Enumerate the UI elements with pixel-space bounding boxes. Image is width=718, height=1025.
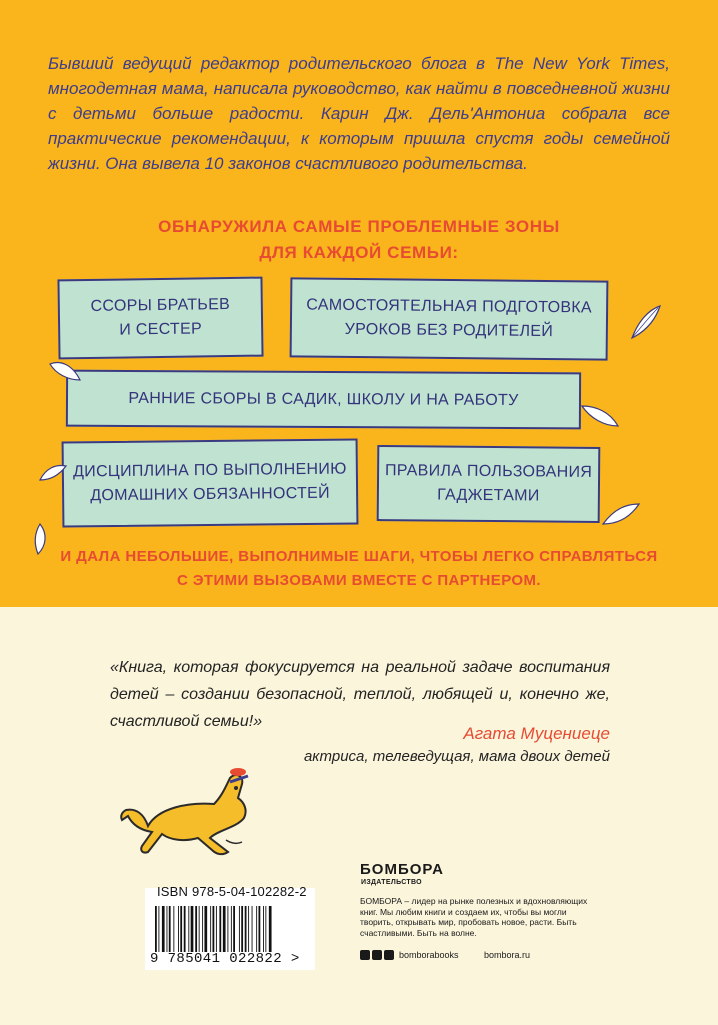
barcode-bar xyxy=(216,906,217,952)
card-gadgets-line-2: ГАДЖЕТАМИ xyxy=(437,486,540,505)
card-siblings-line-2: И СЕСТЕР xyxy=(119,320,203,339)
footer-note-line-2: С ЭТИМИ ВЫЗОВАМИ ВМЕСТЕ С ПАРТНЕРОМ. xyxy=(177,572,541,589)
card-gadgets-line-1: ПРАВИЛА ПОЛЬЗОВАНИЯ xyxy=(384,462,593,481)
barcode-bar xyxy=(155,906,157,952)
barcode-bar xyxy=(269,906,272,952)
card-homework xyxy=(290,277,609,360)
barcode-bar xyxy=(180,906,182,952)
feather-icon xyxy=(601,500,641,528)
quote-author-role: актриса, телеведущая, мама двоих детей xyxy=(303,748,610,765)
barcode-bar xyxy=(158,906,159,952)
feather-icon xyxy=(628,302,664,342)
card-morning-rush-line-1: РАННИЕ СБОРЫ В САДИК, ШКОЛУ И НА РАБОТУ xyxy=(128,389,519,409)
barcode-bar xyxy=(252,906,253,952)
publisher-logo: БОМБОРА xyxy=(360,861,444,878)
card-gadgets xyxy=(377,445,601,523)
barcode-bar xyxy=(191,906,194,952)
vk-icon xyxy=(372,950,382,960)
card-homework-line-1: САМОСТОЯТЕЛЬНАЯ ПОДГОТОВКА xyxy=(306,296,593,317)
barcode-bar xyxy=(162,906,165,952)
barcode-bar xyxy=(239,906,240,952)
barcode-bar xyxy=(178,906,179,952)
card-homework-line-2: УРОКОВ БЕЗ РОДИТЕЛЕЙ xyxy=(344,320,554,341)
barcode-bar xyxy=(188,906,189,952)
review-quote: «Книга, которая фокусируется на реальной задаче воспитания детей – создании безопасной, теплой, любящей и, конечно же, счастливой семьи!» xyxy=(110,659,610,730)
feather-icon xyxy=(38,462,68,484)
barcode-bar xyxy=(245,906,247,952)
card-siblings-line-1: ССОРЫ БРАТЬЕВ xyxy=(90,296,231,315)
publisher-social xyxy=(360,950,459,960)
feather-icon xyxy=(48,358,82,384)
feather-icon xyxy=(30,522,50,556)
barcode-bar xyxy=(213,906,215,952)
barcode-bar xyxy=(263,906,264,952)
barcode-digits: 9 785041 022822 > xyxy=(150,951,300,967)
isbn-number: ISBN 978-5-04-102282-2 xyxy=(157,884,307,899)
barcode-bar xyxy=(227,906,228,952)
barcode-bar xyxy=(259,906,261,952)
barcode-bar xyxy=(169,906,171,952)
footer-note-line-1: И ДАЛА НЕБОЛЬШИЕ, ВЫПОЛНИМЫЕ ШАГИ, ЧТОБЫ ЛЕГКО СПРАВЛЯТЬСЯ xyxy=(60,548,658,565)
footer-note xyxy=(0,545,718,593)
barcode-bar xyxy=(195,906,197,952)
card-chores-line-1: ДИСЦИПЛИНА ПО ВЫПОЛНЕНИЮ xyxy=(73,460,347,481)
barcode-bar xyxy=(219,906,221,952)
barcode-bar xyxy=(233,906,235,952)
card-siblings xyxy=(57,277,263,360)
card-chores xyxy=(62,438,359,527)
barcode-bar xyxy=(223,906,226,952)
barcode-bar xyxy=(265,906,266,952)
barcode-bar xyxy=(248,906,249,952)
barcode-bar xyxy=(204,906,207,952)
facebook-icon xyxy=(360,950,370,960)
section-heading-line-1: ОБНАРУЖИЛА САМЫЕ ПРОБЛЕМНЫЕ ЗОНЫ xyxy=(158,217,560,236)
barcode-bar xyxy=(167,906,168,952)
quote-author: Агата Муцениеце xyxy=(463,724,610,743)
card-morning-rush xyxy=(66,370,581,430)
dog-illustration xyxy=(118,768,268,858)
social-handle: bomborabooks xyxy=(399,950,459,960)
section-heading-line-2: ДЛЯ КАЖДОЙ СЕМЬИ: xyxy=(259,243,459,262)
publisher-website: bombora.ru xyxy=(484,950,531,960)
barcode-bar xyxy=(184,906,186,952)
barcode-bar xyxy=(231,906,232,952)
barcode-bar xyxy=(173,906,174,952)
intro-paragraph: Бывший ведущий редактор родительского блога в The New York Times, многодетная мама, написала руководство, как найти в повседневной жизни с детьми больше радости. Карин Дж. Дель'Антониа собрала все практические рекомендации, к которым пришла спустя годы семейной жизни. Она вывела 10 законов счастливого родительства. xyxy=(48,54,670,173)
publisher-description: БОМБОРА – лидер на рынке полезных и вдохновляющих книг. Мы любим книги и создаем их, чтобы вы могли творить, открывать мир, пробовать новое, расти. Быть счастливыми. Быть на волне. xyxy=(360,896,588,938)
barcode-bar xyxy=(241,906,243,952)
barcode-bar xyxy=(210,906,211,952)
barcode-bar xyxy=(199,906,200,952)
card-chores-line-2: ДОМАШНИХ ОБЯЗАННОСТЕЙ xyxy=(90,484,330,505)
barcode-bar xyxy=(256,906,257,952)
publisher-subtitle: ИЗДАТЕЛЬСТВО xyxy=(361,879,422,886)
instagram-icon xyxy=(384,950,394,960)
feather-icon xyxy=(580,402,620,430)
barcode-bar xyxy=(202,906,203,952)
